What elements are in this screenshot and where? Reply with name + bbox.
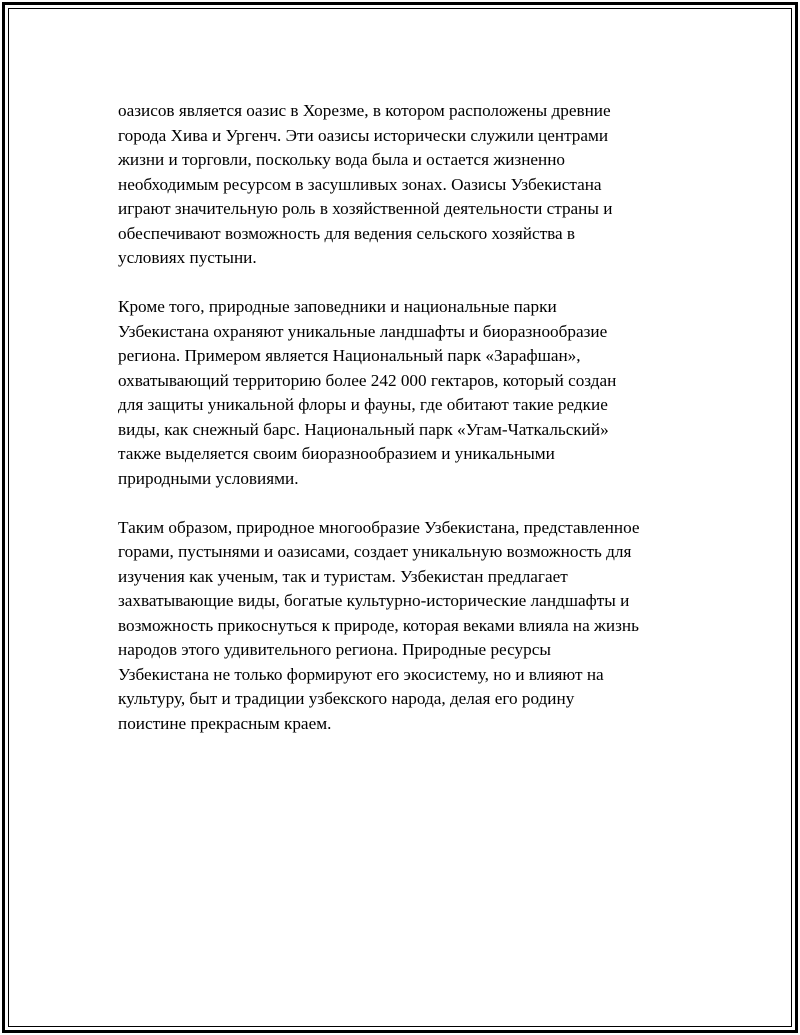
text-line: играют значительную роль в хозяйственной деятельности страны и (118, 199, 613, 218)
text-line: поистине прекрасным краем. (118, 713, 332, 733)
text-line: возможность прикоснуться к природе, которая веками влияла на жизнь (118, 615, 639, 635)
text-line: изучения как ученым, так и туристам. Узбекистан предлагает (118, 566, 568, 586)
text-line: для защиты уникальной флоры и фауны, где обитают такие редкие (118, 395, 608, 414)
text-line: региона. Примером является Национальный парк «Зарафшан», (118, 346, 581, 365)
text-line: Узбекистана не только формируют его экосистему, но и влияют на (118, 664, 604, 684)
text-line: обеспечивают возможность для ведения сельского хозяйства в (118, 223, 576, 243)
text-line: Таким образом, природное многообразие Узбекистана, представленное (118, 517, 640, 537)
text-line: жизни и торговли, поскольку вода была и остается жизненно (118, 150, 566, 169)
text-line: города Хива и Ургенч. Эти оазисы исторически служили центрами (118, 125, 609, 145)
text-line: захватывающие виды, богатые культурно-исторические ландшафты и (118, 591, 630, 610)
text-line: горами, пустынями и оазисами, создает уникальную возможность для (118, 542, 632, 561)
text-line: охватывающий территорию более 242 000 гектаров, который создан (118, 370, 617, 390)
text-line: Кроме того, природные заповедники и национальные парки (118, 297, 557, 316)
text-line: необходимым ресурсом в засушливых зонах. Оазисы Узбекистана (118, 174, 602, 194)
text-line: культуру, быт и традиции узбекского народа, делая его родину (118, 689, 575, 708)
text-line: народов этого удивительного региона. Природные ресурсы (118, 640, 551, 659)
text-line: виды, как снежный барс. Национальный парк «Угам-Чаткальский» (118, 419, 609, 439)
paragraph-reserves (118, 295, 698, 491)
document-body (118, 99, 698, 761)
text-line: также выделяется своим биоразнообразием и уникальными (118, 444, 555, 463)
paragraph-conclusion (118, 516, 698, 737)
text-line: оазисов является оазис в Хорезме, в котором расположены древние (118, 101, 611, 120)
text-line: природными условиями. (118, 468, 299, 488)
text-line: Узбекистана охраняют уникальные ландшафты и биоразнообразие (118, 321, 608, 341)
text-line: условиях пустыни. (118, 248, 257, 267)
paragraph-oases (118, 99, 698, 271)
document-page (2, 2, 798, 1033)
